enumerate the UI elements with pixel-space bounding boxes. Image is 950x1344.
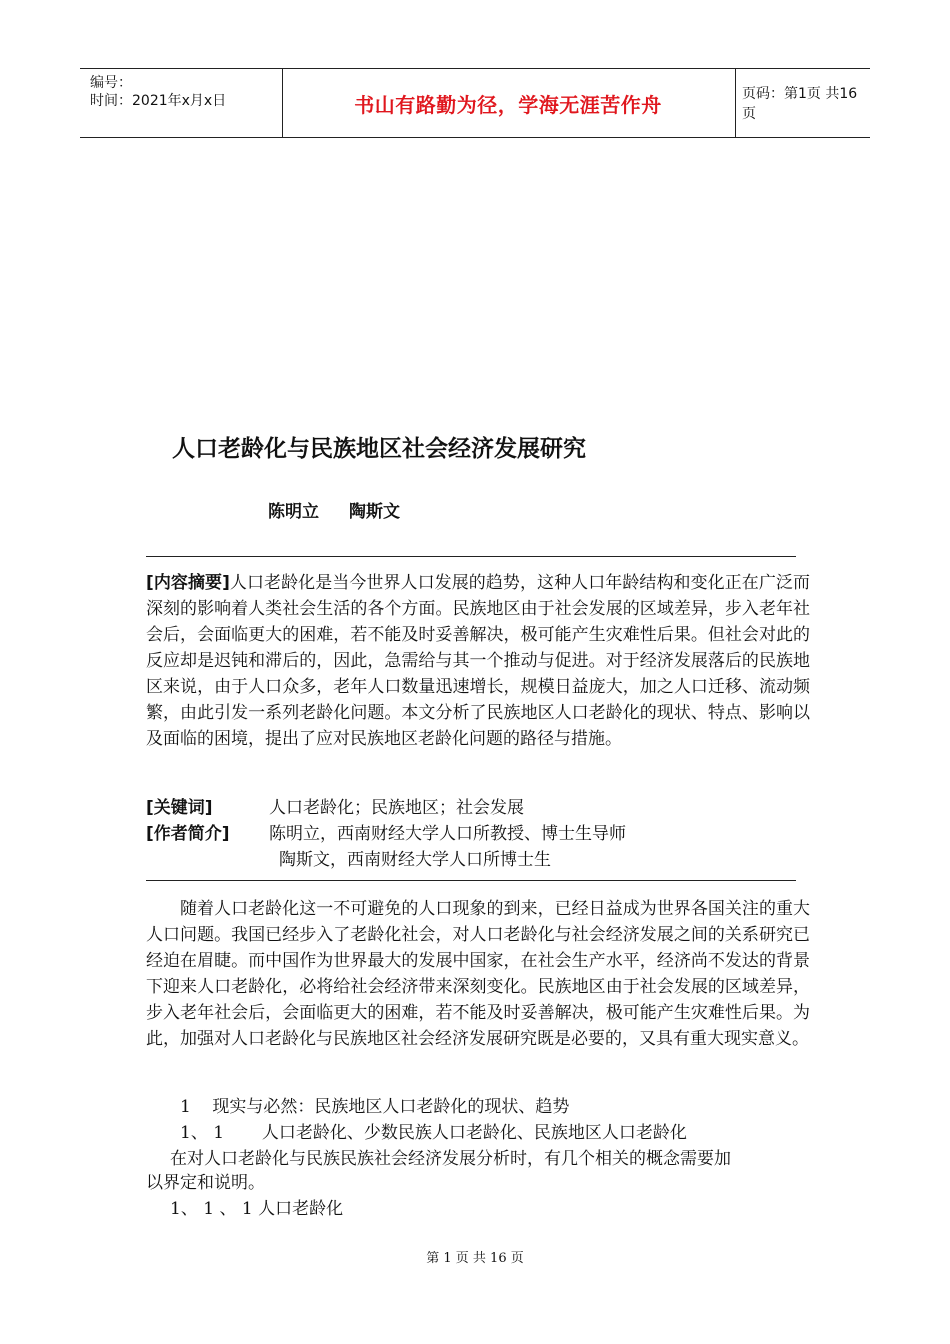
author-name: 陈明立 <box>268 502 319 522</box>
article-title: 人口老龄化与民族地区社会经济发展研究 <box>172 436 586 462</box>
document-header <box>80 68 870 138</box>
keywords-row <box>146 795 524 821</box>
abstract-block <box>146 570 810 752</box>
separator-line <box>146 556 796 557</box>
author-info-row <box>146 821 626 847</box>
subsection-heading: 1、 1 人口老龄化、少数民族人口老龄化、民族地区人口老龄化 <box>180 1123 687 1143</box>
separator-line <box>146 880 796 881</box>
subsubsection-heading: 1、 1 、 1 人口老龄化 <box>170 1199 344 1219</box>
keywords-text: 人口老龄化；民族地区；社会发展 <box>269 798 524 818</box>
author-info-label: [作者简介] <box>146 824 230 844</box>
page-footer: 第 1 页 共 16 页 <box>426 1251 524 1266</box>
author-name: 陶斯文 <box>349 502 400 522</box>
section-heading: 1 现实与必然：民族地区人口老龄化的现状、趋势 <box>180 1097 570 1117</box>
paragraph-line: 以界定和说明。 <box>146 1173 265 1193</box>
author-info-text: 陈明立，西南财经大学人口所教授、博士生导师 <box>269 824 626 844</box>
header-motto: 书山有路勤为径，学海无涯苦作舟 <box>354 92 662 117</box>
serial-label: 编号： <box>90 75 132 91</box>
author-info-row <box>279 847 551 873</box>
author-info-text: 陶斯文，西南财经大学人口所博士生 <box>279 850 551 870</box>
header-meta-cell <box>80 69 280 137</box>
header-page-info: 页码：第1页 共16页 <box>742 86 858 122</box>
abstract-text: 人口老龄化是当今世界人口发展的趋势，这种人口年龄结构和变化正在广泛而深刻的影响着人类社会生活的各个方面。民族地区由于社会发展的区域差异，步入老年社会后，会面临更大的困难，若不能及时妥善解决，极可能产生灾难性后果。但社会对此的反应却是迟钝和滞后的，因此，急需给与其一个推动与促进。对于经济发展落后的民族地区来说，由于人口众多，老年人口数量迅速增长，规模日益庞大，加之人口迁移、流动频繁，由此引发一系列老龄化问题。本文分析了民族地区人口老龄化的现状、特点、影响以及面临的困境，提出了应对民族地区老龄化问题的路径与措施。 <box>146 573 810 749</box>
intro-paragraph: 随着人口老龄化这一不可避免的人口现象的到来，已经日益成为世界各国关注的重大人口问题。我国已经步入了老龄化社会，对人口老龄化与社会经济发展之间的关系研究已经迫在眉睫。而中国作为世界最大的发展中国家，在社会生产水平，经济尚不发达的背景下迎来人口老龄化，必将给社会经济带来深刻变化。民族地区由于社会发展的区域差异，步入老年社会后，会面临更大的困难，若不能及时妥善解决，极可能产生灾难性后果。为此，加强对人口老龄化与民族地区社会经济发展研究既是必要的，又具有重大现实意义。 <box>146 899 810 1049</box>
date-label: 时间：2021年x月x日 <box>90 93 227 109</box>
paragraph-line: 在对人口老龄化与民族民族社会经济发展分析时，有几个相关的概念需要加 <box>170 1149 731 1169</box>
keywords-label: [关键词] <box>146 798 213 818</box>
abstract-label: [内容摘要] <box>146 573 230 593</box>
header-divider <box>735 69 736 137</box>
article-authors <box>268 497 400 522</box>
